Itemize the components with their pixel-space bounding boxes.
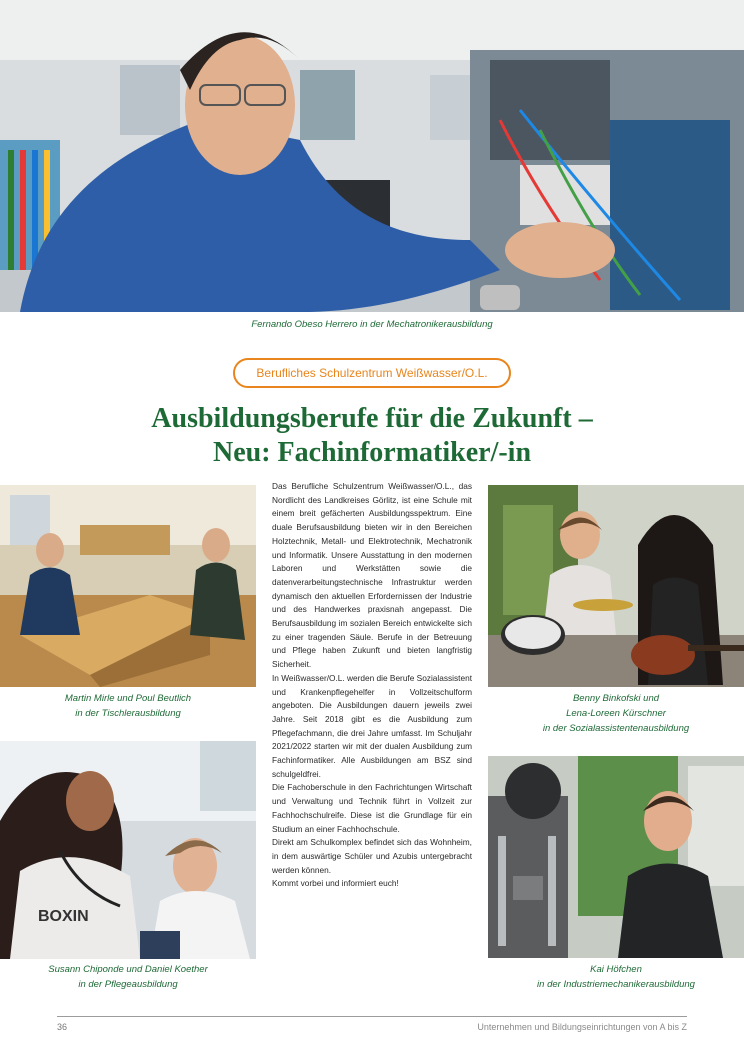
footer-divider: [57, 1016, 687, 1017]
svg-text:BOXIN: BOXIN: [38, 908, 89, 925]
carpentry-photo: [0, 485, 256, 687]
music-caption-line-1: Benny Binkofski und: [572, 693, 660, 704]
school-name-label: Berufliches Schulzentrum Weißwasser/O.L.: [256, 366, 488, 380]
music-caption-line-3: in der Sozialassistentenausbildung: [542, 723, 690, 734]
carpentry-caption: [0, 691, 256, 721]
article-paragraph: Das Berufliche Schulzentrum Weißwasser/O.L., das Nordlicht des Landkreises Görlitz, ist eine Schule mit einem breit gefächerten Ausbildungsspektrum. Eine duale Berufsausbildung bieten wir in den Bereichen Holztechnik, Metall- und Elektrotechnik, Mechatronik und Informatik. Unsere Ausstattung in den modernen Laboren und Werkstätten sowie die datenverarbeitungstechnische Infrastruktur werden dynamisch den aktuellen Erfordernissen der Industrie und des Handwerkes praxisnah angepasst. Die Berufsausbildung im sozialen Bereich entwickelte sich zu einer tragenden Säule. Berufe in der Betreuung und Pflege haben Zukunft und bieten langfristig Sicherheit.: [272, 481, 472, 670]
music-caption: [488, 691, 744, 736]
nursing-caption: [0, 962, 256, 992]
running-footer: Unternehmen und Bildungseinrichtungen von A bis Z: [477, 1022, 687, 1032]
article-paragraph: Kommt vorbei und informiert euch!: [272, 878, 399, 889]
page-number: 36: [57, 1022, 68, 1032]
headline-line-1: Ausbildungsberufe für die Zukunft –: [151, 403, 593, 434]
hero-photo: [0, 0, 744, 312]
industrial-caption: [488, 962, 744, 992]
music-caption-line-2: Lena-Loreen Kürschner: [566, 708, 666, 719]
page-headline: [0, 402, 744, 470]
carpentry-caption-line-1: Martin Mirle und Poul Beutlich: [64, 693, 192, 704]
article-paragraph: In Weißwasser/O.L. werden die Berufe Sozialassistent und Krankenpflegehelfer in Vollzeitschulform angeboten. Die Ausbildungen dauern jeweils zwei Jahre. Seit 2018 gibt es die Ausbildung zum Pflegefachmann, die drei Jahre umfasst. Im Schuljahr 2021/2022 starten wir mit der dualen Ausbildung zum Fachinformatiker. Alle Ausbildungen am BSZ sind schulgeldfrei.: [272, 672, 472, 779]
nursing-photo: [0, 741, 256, 959]
hero-caption-text: Fernando Obeso Herrero in der Mechatronikerausbildung: [251, 319, 493, 330]
article-body: [272, 480, 472, 891]
nursing-caption-line-2: in der Pflegeausbildung: [78, 979, 178, 990]
headline-line-2: Neu: Fachinformatiker/-in: [212, 437, 532, 468]
music-photo: [488, 485, 744, 687]
industrial-caption-line-1: Kai Höfchen: [590, 964, 642, 975]
carpentry-caption-line-2: in der Tischlerausbildung: [75, 708, 181, 719]
article-paragraph: Direkt am Schulkomplex befindet sich das Wohnheim, in dem auswärtige Schüler und Azubis untergebracht werden können.: [272, 837, 472, 875]
article-paragraph: Die Fachoberschule in den Fachrichtungen Wirtschaft und Verwaltung und Technik führt in Vollzeit zur Fachhochschulreife. Diese ist die Grundlage für ein Studium an einer Fachhochschule.: [272, 782, 472, 834]
nursing-caption-line-1: Susann Chiponde und Daniel Koether: [48, 964, 208, 975]
hero-caption: [160, 317, 584, 332]
industrial-photo: [488, 756, 744, 958]
industrial-caption-line-2: in der Industriemechanikerausbildung: [537, 979, 695, 990]
school-name-badge: [233, 358, 511, 388]
